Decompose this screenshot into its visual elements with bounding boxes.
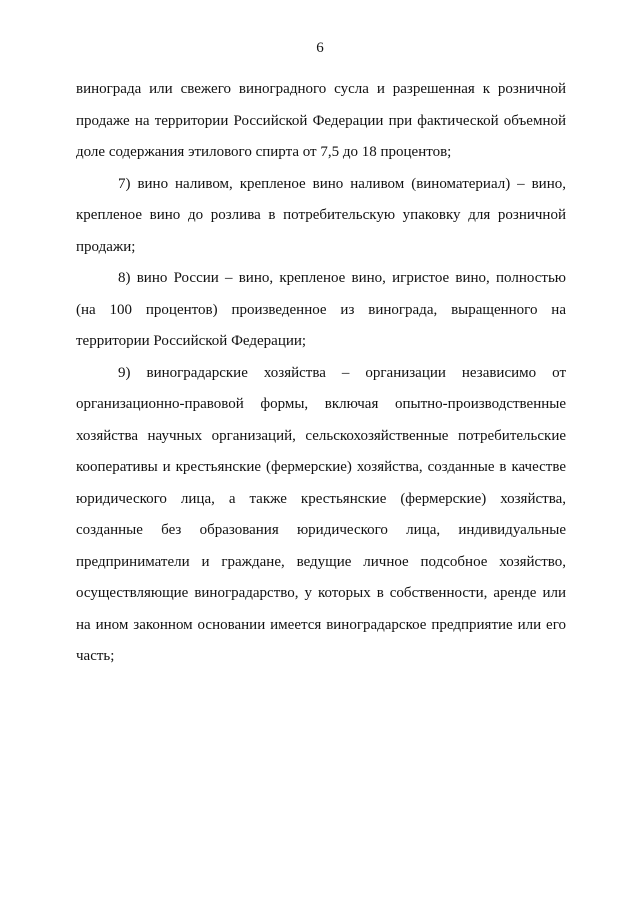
paragraph-item-7: 7) вино наливом, крепленое вино наливом (виноматериал) – вино, крепленое вино до розлива в потребительскую упаковку для розничной продажи; xyxy=(76,175,566,255)
document-body xyxy=(76,74,566,673)
page-number: 6 xyxy=(316,40,324,56)
paragraph-item-8: 8) вино России – вино, крепленое вино, игристое вино, полностью (на 100 процентов) произведенное из винограда, выращенного на территории Российской Федерации; xyxy=(76,270,566,349)
paragraph-continuation: винограда или свежего виноградного сусла и разрешенная к розничной продаже на территории Российской Федерации при фактической объемной доле содержания этилового спирта от 7,5 до 18 процентов; xyxy=(76,81,566,160)
paragraph-item-9: 9) виноградарские хозяйства – организации независимо от организационно-правовой формы, включая опытно-производственные хозяйства научных организаций, сельскохозяйственные потребительские кооперативы и крестьянские (фермерские) хозяйства, созданные в качестве юридического лица, а также крестьянские (фермерские) хозяйства, созданные без образования юридического лица, индивидуальные предприниматели и граждане, ведущие личное подсобное хозяйство, осуществляющие виноградарство, у которых в собственности, аренде или на ином законном основании имеется виноградарское предприятие или его часть; xyxy=(76,364,566,664)
